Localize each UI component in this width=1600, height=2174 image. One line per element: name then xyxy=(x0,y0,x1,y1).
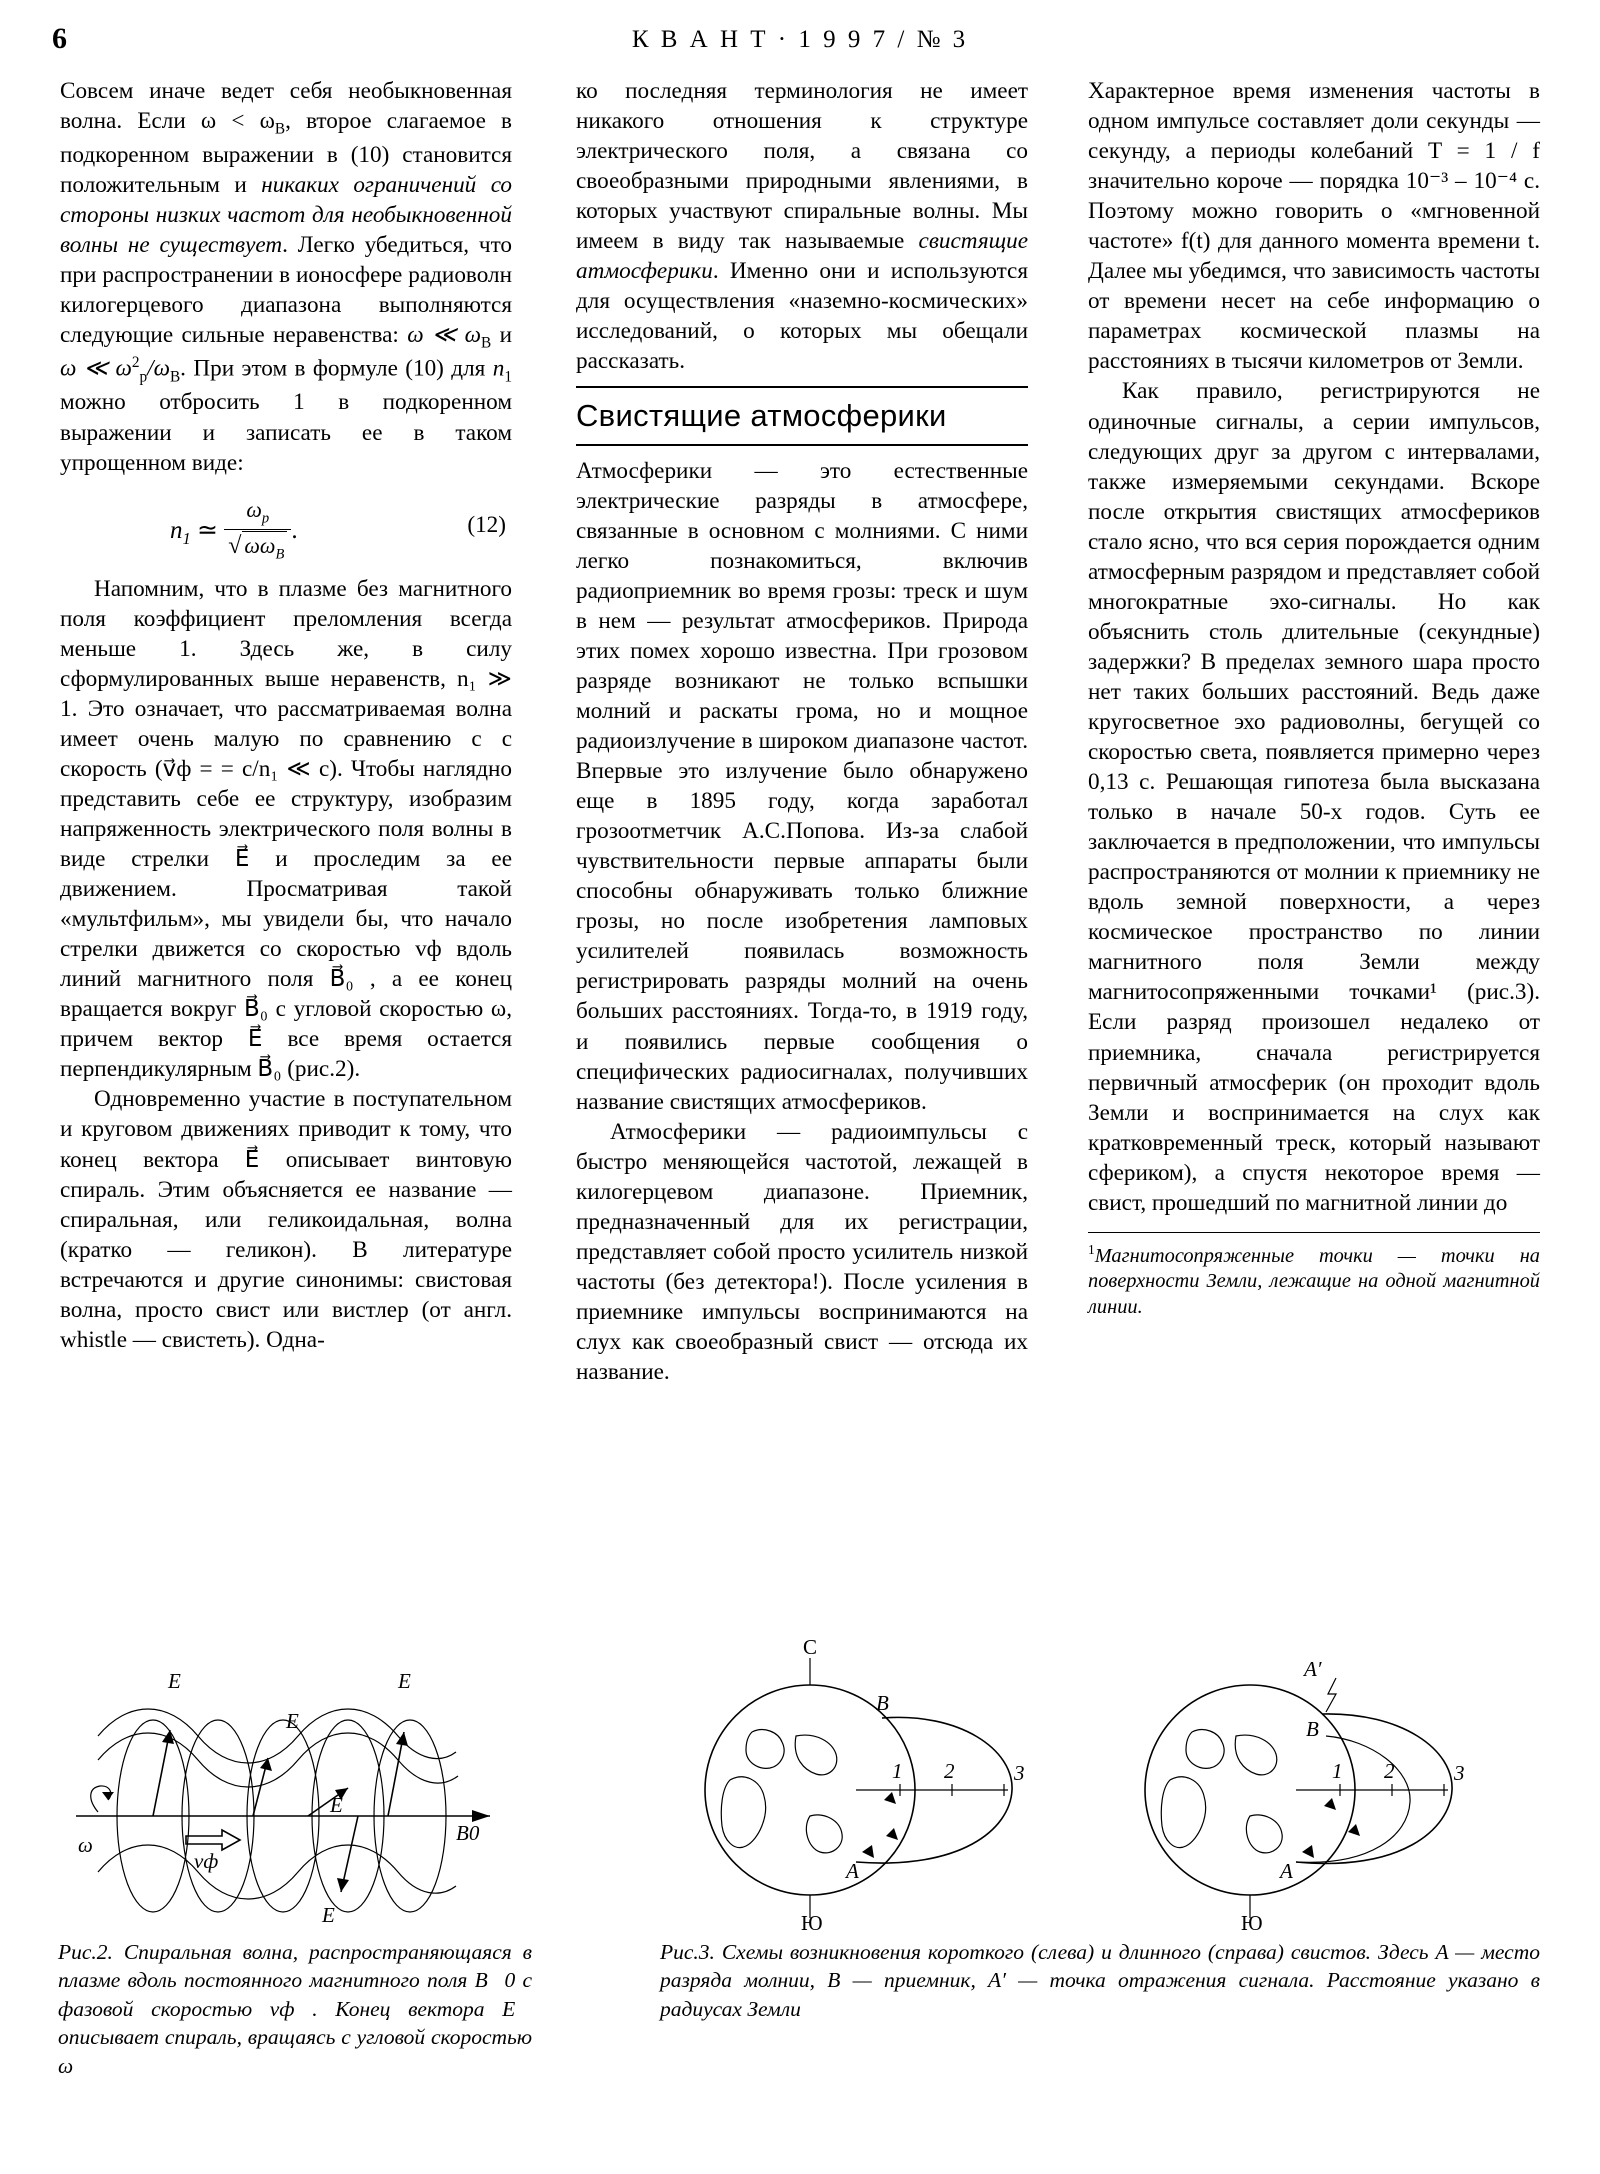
figure3-left-tick-label-2: 2 xyxy=(944,1759,955,1783)
figure3-left-landmass-1 xyxy=(746,1730,784,1769)
figure3-right-landmass-2 xyxy=(1161,1777,1205,1848)
column-2 xyxy=(576,76,1028,1387)
figure3-right-fieldline-inner xyxy=(1296,1736,1410,1862)
c1-ineq2-b: /ω xyxy=(147,356,170,382)
article-body xyxy=(60,76,1540,1636)
figure3-right-fieldline-outer xyxy=(1296,1714,1452,1864)
figure3-right-landmass-3 xyxy=(1235,1735,1277,1775)
figure3-right-label-Aprime: A xyxy=(1280,1859,1293,1883)
page-header xyxy=(52,22,1548,68)
c1-ineq2-sub2: B xyxy=(169,368,181,386)
section-heading xyxy=(576,386,1028,445)
figure2-omega-arrowhead xyxy=(102,1792,114,1800)
figure3-left-arrow-3 xyxy=(884,1792,896,1804)
figure2-label-E2: E xyxy=(286,1709,299,1733)
formula-12 xyxy=(60,494,512,563)
paragraph-3-2: Как правило, регистрируются не одиночные сигналы, а серии импульсов, следующих друг за другом с интервалами, также измеряемыми секундами. Вскоре после открытия свистящих атмосфериков стало ясно, что вся серия порождается одним атмосферным разрядом и представляет собой многократные эхо-сигналы. Но как объяснить столь длительные (секундные) задержки? В пределах земного шара просто нет таких больших расстояний. Ведь даже кругосветное эхо радиоволны, бегущей со скоростью света, появляется примерно через 0,13 с. Решающая гипотеза была высказана только в начале 50-х годов. Суть ее заключается в предположении, что импульсы распространяются от молнии к приемнику не вдоль земной поверхности, а через космическое пространство по линии магнитного поля Земли между магнитосопряженными точками¹ (рис.3). Если разряд произошел недалеко от приемника, сначала регистрируется первичный атмосферик (он проходит вдоль Земли и воспринимается на слух как кратковременный треск, который называют сфериком), а спустя некоторое время — свист, прошедший по магнитной линии до xyxy=(1088,378,1540,1216)
figure3-right xyxy=(1145,1657,1465,1930)
formula-num-text: ω xyxy=(246,496,262,522)
c1-p1-n1: n xyxy=(492,356,505,382)
formula-den-text: ωω xyxy=(244,532,276,558)
figure-2 xyxy=(58,1640,528,1940)
figures-area xyxy=(0,1640,1600,2160)
formula-fraction xyxy=(224,496,291,564)
c2-p1-italic: свистящие атмосферики xyxy=(576,228,1028,285)
figure2-label-E5: E xyxy=(322,1903,335,1927)
figure3-left-arrow-1 xyxy=(862,1845,874,1858)
c1-ineq-and: и xyxy=(491,321,512,348)
figure2-label-E3: E xyxy=(398,1669,411,1693)
column-3 xyxy=(1088,76,1540,1320)
figure-2-graphic xyxy=(58,1640,528,1930)
c1-p1-d: . Легко убедиться, что при распространении в ионосфере радиоволн килогерцевого диапазона выполняются следующие сильные неравенства: xyxy=(60,231,512,348)
formula-number: (12) xyxy=(467,511,506,538)
figure3-right-landmass-4 xyxy=(1246,1815,1282,1853)
paragraph-1-2: Напомним, что в плазме без магнитного поля коэффициент преломления всегда меньше 1. Здесь же, в силу сформулированных выше неравенств, n₁ ≫ 1. Это означает, что рассматриваемая волна имеет очень малую по сравнению с c скорость (v⃗ф = = c/n₁ ≪ c). Чтобы наглядно представить себе ее структуру, изобразим напряженность электрического поля волны в виде стрелки E⃗ и проследим за ее движением. Просматривая такой «мультфильм», мы увидели бы, что начало стрелки движется со скоростью vф вдоль линий магнитного поля B⃗₀ , а ее конец вращается вокруг B⃗₀ с угловой скоростью ω, причем вектор E⃗ все время остается перпендикулярным B⃗₀ (рис.2). xyxy=(60,575,512,1083)
figure3-lightning-icon xyxy=(1326,1678,1336,1712)
c1-p1-e: . При этом в формуле (10) для xyxy=(180,356,493,382)
formula-period: . xyxy=(291,516,298,544)
figure3-left-label-C: C xyxy=(803,1640,818,1659)
paragraph-2-3: Атмосферики — радиоимпульсы с быстро меняющейся частотой, лежащей в килогерцевом диапазоне. Приемник, предназначенный для их регистрации, представляет собой просто усилитель низкой частоты (без детектора!). После усиления в приемнике импульсы воспринимаются на слух как своеобразный свист — отсюда их название. xyxy=(576,1118,1028,1386)
figure2-E-head-4 xyxy=(337,1878,349,1892)
c1-p1-f: можно отбросить 1 в подкоренном выражении и записать ее в таком упрощенном виде: xyxy=(60,389,512,476)
figure-3-caption: Рис.3. Схемы возникновения короткого (слева) и длинного (справа) свистов. Здесь A — место разряда молнии, B — приемник, A′ — точка отражения сигнала. Расстояние указано в радиусах Земли xyxy=(660,1940,1540,2021)
figure2-label-vphi: vф xyxy=(194,1849,219,1873)
figure3-left-landmass-4 xyxy=(806,1815,842,1853)
figure3-right-tick-label-3: 3 xyxy=(1454,1761,1465,1785)
c1-p1-b: B xyxy=(274,120,286,138)
figure2-E-head-1 xyxy=(162,1730,174,1744)
formula-num-sub: p xyxy=(261,510,270,526)
figure3-left-landmass-3 xyxy=(795,1735,837,1775)
paragraph-1-3: Одновременно участие в поступательном и круговом движениях приводит к тому, что конец вектора E⃗ описывает винтовую спираль. Этим объясняется ее название — спиральная, или геликоидальная, волна (кратко — геликон). В литературе встречаются и другие синонимы: свистовая волна, просто свист или вистлер (от англ. whistle — свистеть). Одна- xyxy=(60,1086,512,1353)
figure2-vphi-arrow xyxy=(186,1830,240,1850)
figure3-left-label-Yu: Ю xyxy=(801,1911,823,1930)
figure3-right-label-Aprime-top: A′ xyxy=(1304,1657,1322,1681)
footnote xyxy=(1088,1232,1540,1320)
paragraph-2-2: Атмосферики — это естественные электрические разряды в атмосфере, связанные в основном с молниями. С ними легко познакомиться, включив радиоприемник во время грозы: треск и шум в нем — результат атмосфериков. Природа этих помех хорошо известна. При грозовом разряде возникают не только вспышки молний и раскаты грома, но и мощное радиоизлучение в широком диапазоне частот. Впервые это излучение было обнаружено еще в 1895 году, когда заработал грозоотметчик А.С.Попова. Из-за слабой чувствительности первые аппараты были способны обнаруживать только ближние грозы, но после изобретения ламповых усилителей появилась возможность регистрировать разряды молний на очень больших расстояниях. Тогда-то, в 1919 году, и появились первые сообщения о специфических радиосигналах, получивших название свистящих атмосфериков. xyxy=(576,457,1028,1115)
formula-denominator xyxy=(224,530,291,564)
figure2-E-head-5 xyxy=(396,1732,408,1746)
c1-ineq2-a: ω ≪ ω xyxy=(60,356,132,382)
formula-radicand xyxy=(242,531,287,564)
figure2-label-omega: ω xyxy=(78,1833,93,1857)
formula-numerator xyxy=(224,496,291,529)
running-title: К В А Н Т · 1 9 9 7 / № 3 xyxy=(631,26,969,53)
paragraph-1-1 xyxy=(60,76,512,478)
c1-p1-n1sub: 1 xyxy=(504,368,512,386)
section-heading-text: Свистящие атмосферики xyxy=(576,398,947,434)
figure3-right-arrow-3 xyxy=(1302,1845,1314,1858)
c2-p1-end: . Именно они и используются для осуществления «наземно-космических» исследований, о которых мы обещали рассказать. xyxy=(576,258,1028,375)
c1-ineq2-sup: 2 xyxy=(131,354,140,372)
figure2-label-E1: E xyxy=(168,1669,181,1693)
c1-ineq2-sub: p xyxy=(139,368,148,386)
formula-den-sub: B xyxy=(275,546,285,563)
c1-p1-c: , второе слагаемое в подкоренном выражении в (10) становится положительным и xyxy=(60,108,513,198)
figure3-left-landmass-2 xyxy=(721,1777,765,1848)
figure3-right-tick-label-2: 2 xyxy=(1384,1759,1395,1783)
figure3-left-tick-label-1: 1 xyxy=(892,1759,903,1783)
formula-lhs: n xyxy=(170,516,183,544)
sqrt-icon: √ xyxy=(228,532,242,559)
formula-expression xyxy=(170,498,298,566)
paragraph-2-1 xyxy=(576,76,1028,376)
figure3-right-tick-label-1: 1 xyxy=(1332,1759,1343,1783)
figure2-label-E4: E xyxy=(330,1793,343,1817)
figure3-left-label-B: B xyxy=(876,1691,889,1715)
c1-ineq1: ω ≪ ω xyxy=(407,321,481,348)
figure3-right-arrow-2 xyxy=(1324,1798,1336,1810)
figure-3-graphic xyxy=(660,1640,1540,1930)
paragraph-3-1: Характерное время изменения частоты в одном импульсе составляет доли секунды — секунду, а периоды колебаний T = 1 / f значительно короче — порядка 10⁻³ – 10⁻⁴ с. Поэтому можно говорить о «мгновенной частоте» f(t) для данного момента времени t. Далее мы убедимся, что зависимость частоты от времени несет на себе информацию о параметрах космической плазмы на расстояниях в тысячи километров от Земли. xyxy=(1088,78,1540,375)
footnote-marker: 1 xyxy=(1088,1241,1095,1257)
folio-number: 6 xyxy=(52,22,67,55)
c2-p1-a: ко последняя терминология не имеет никакого отношения к структуре электрического поля, а связана со своеобразными природными явлениями, в которых участвуют спиральные волны. Мы имеем в виду так называемые xyxy=(576,78,1028,255)
figure2-helix-bottom xyxy=(98,1845,456,1899)
figure3-right-landmass-1 xyxy=(1186,1730,1224,1769)
column-1 xyxy=(60,76,512,1355)
figure3-right-label-B: B xyxy=(1306,1717,1319,1741)
formula-lhs-sub: 1 xyxy=(182,528,191,548)
figure2-label-B0: B0 xyxy=(456,1821,480,1845)
c1-p1-a: Совсем иначе ведет себя необыкновенная волна. Если ω < ω xyxy=(60,78,512,135)
c1-p1-italic: никаких ограничений со стороны низких частот для необыкновенной волны не существует xyxy=(60,171,513,258)
c1-ineq1-sub: B xyxy=(481,334,492,352)
figure3-right-arrow-1 xyxy=(1348,1824,1360,1836)
figure3-left xyxy=(705,1640,1025,1930)
figure3-left-label-A: A xyxy=(846,1859,859,1883)
figure3-left-tick-label-3: 3 xyxy=(1014,1761,1025,1785)
footnote-text: Магнитосопряженные точки — точки на поверхности Земли, лежащие на одной магнитной линии. xyxy=(1088,1244,1540,1318)
figure3-left-arrow-2 xyxy=(886,1828,898,1840)
figure3-right-label-Yu: Ю xyxy=(1241,1911,1263,1930)
figure-3 xyxy=(660,1640,1540,1940)
formula-approx: ≃ xyxy=(197,516,218,544)
figure-2-caption: Рис.2. Спиральная волна, распространяющаяся в плазме вдоль постоянного магнитного поля B⃗0 с фазовой скоростью vф . Конец вектора E⃗ описывает спираль, вращаясь с угловой скоростью ω xyxy=(58,1940,532,2078)
